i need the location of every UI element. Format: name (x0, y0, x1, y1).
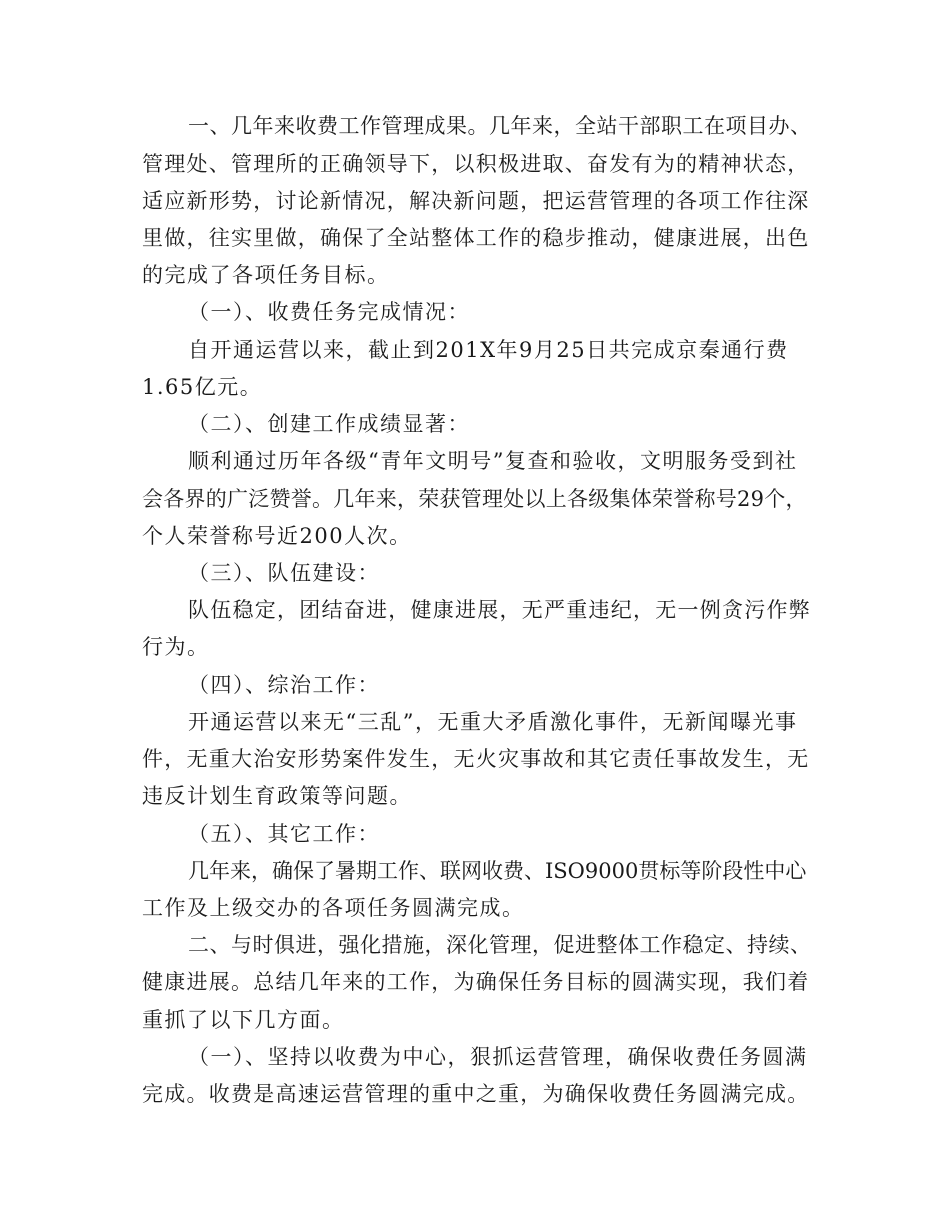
text-line: 1.65亿元。 (142, 375, 263, 399)
text-line: 适应新形势，讨论新情况，解决新问题，把运营管理的各项工作往深 (142, 189, 810, 213)
text-line: 二、与时俱进，强化措施，深化管理，促进整体工作稳定、持续、 (188, 933, 812, 957)
section-heading: （五）、其它工作： (188, 822, 380, 846)
section-heading: （二）、创建工作成绩显著： (188, 412, 470, 436)
section-heading: （一）、收费任务完成情况： (188, 300, 470, 324)
text-line: 里做，往实里做，确保了全站整体工作的稳步推动，健康进展，出色 (142, 226, 810, 250)
text-line: 完成。收费是高速运营管理的重中之重，为确保收费任务圆满完成。 (142, 1082, 810, 1106)
text-line: 自开通运营以来，截止到201X年9月25日共完成京秦通行费 (188, 338, 789, 362)
text-line: 健康进展。总结几年来的工作，为确保任务目标的圆满实现，我们着 (142, 970, 810, 994)
text-line: 顺利通过历年各级“青年文明号”复查和验收，文明服务受到社 (188, 449, 798, 473)
text-line: （一）、坚持以收费为中心，狠抓运营管理，确保收费任务圆满 (188, 1045, 808, 1069)
text-line: 开通运营以来无“三乱”，无重大矛盾激化事件，无新闻曝光事 (188, 710, 798, 734)
text-line: 重抓了以下几方面。 (142, 1008, 345, 1032)
text-line: 个人荣誉称号近200人次。 (142, 524, 412, 548)
text-line: 管理处、管理所的正确领导下，以积极进取、奋发有为的精神状态， (142, 152, 810, 176)
text-line: 工作及上级交办的各项任务圆满完成。 (142, 896, 525, 920)
text-line: 几年来，确保了暑期工作、联网收费、ISO9000贯标等阶段性中心 (188, 859, 807, 883)
text-line: 的完成了各项任务目标。 (142, 263, 390, 287)
text-line: 一、几年来收费工作管理成果。几年来，全站干部职工在项目办、 (188, 114, 812, 138)
text-line: 件，无重大治安形势案件发生，无火灾事故和其它责任事故发生，无 (142, 747, 810, 771)
text-line: 行为。 (142, 635, 210, 659)
text-line: 会各界的广泛赞誉。几年来，荣获管理处以上各级集体荣誉称号29个， (142, 487, 807, 511)
section-heading: （四）、综治工作： (188, 673, 380, 697)
text-line: 违反计划生育政策等问题。 (142, 784, 412, 808)
text-line: 队伍稳定，团结奋进，健康进展，无严重违纪，无一例贪污作弊 (188, 598, 811, 622)
section-heading: （三）、队伍建设： (188, 561, 380, 585)
